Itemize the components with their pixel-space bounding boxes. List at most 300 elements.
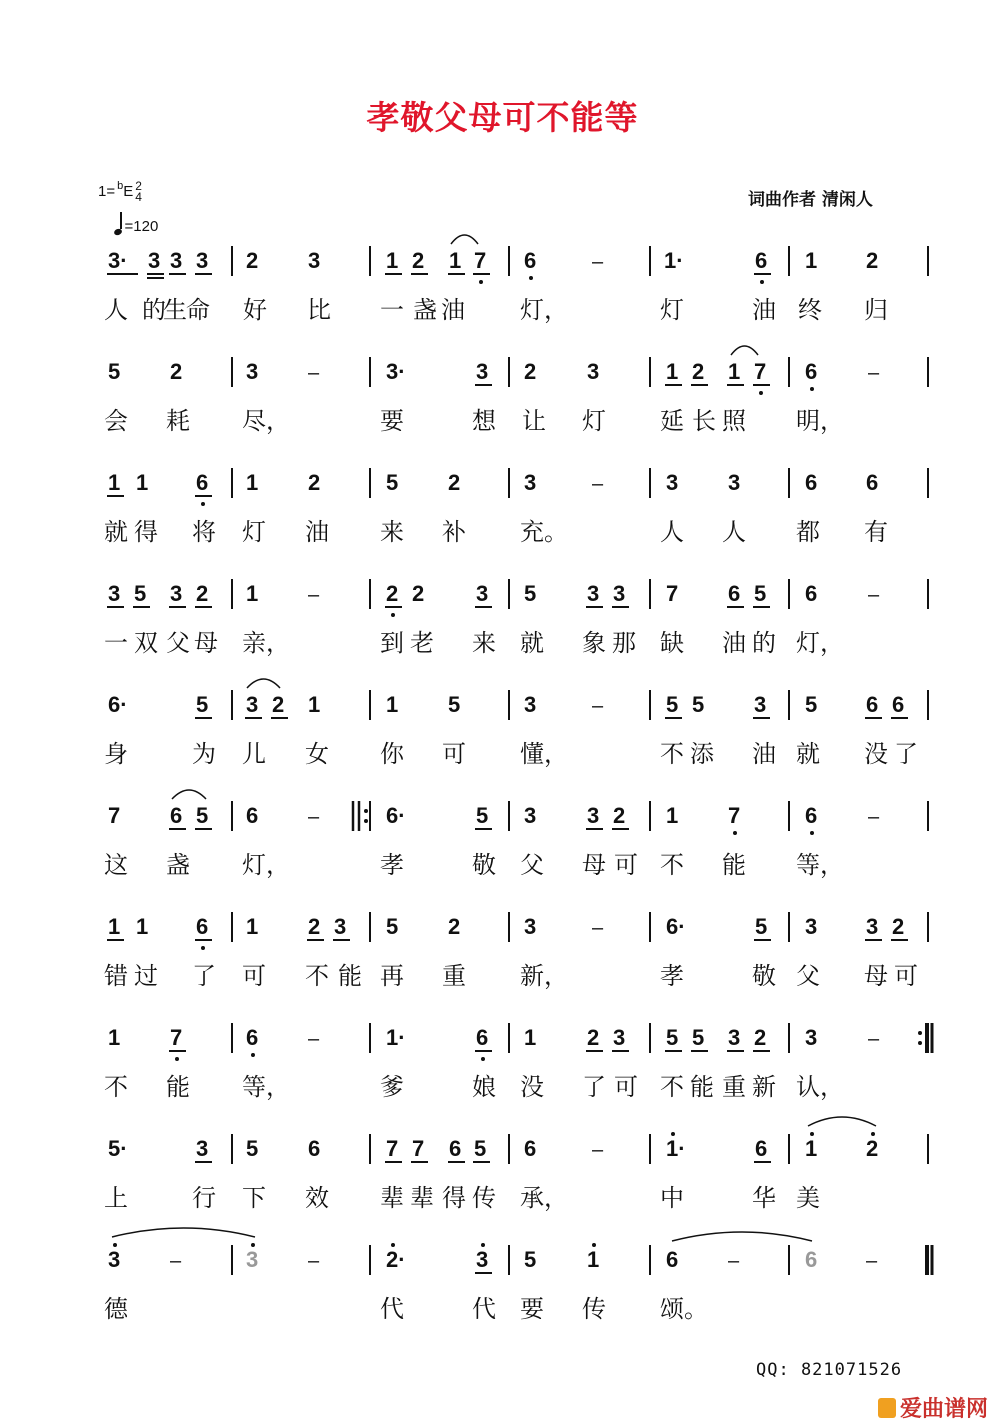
lyric-syllable: 尽， [242,407,290,435]
note-digit: 2 [692,359,705,384]
lower-octave-dot [810,831,814,835]
song-title: 孝敬父母可不能等 [366,98,639,137]
note-digit: 1 [386,248,399,273]
note-digit: 3 [476,359,489,384]
tempo-marking [114,214,158,235]
lyric-syllable: 缺 [660,629,684,657]
lyric-syllable: 没 [864,740,888,768]
lyric-syllable: 能 [722,851,746,879]
note-digit: 6 [196,470,209,495]
tie-arc [672,1232,812,1241]
note-digit: 5 [666,692,679,717]
lyric-syllable: 的 [142,296,166,324]
lyric-syllable: 象 [582,629,606,657]
lyric-syllable: 母 [582,851,606,879]
lyric-syllable: 到 [380,629,404,657]
lower-octave-dot [201,502,205,506]
note-digit: 2 [866,248,879,273]
note-digit: 1 [108,1025,121,1050]
repeat-dot [364,809,368,813]
note-digit: 1 [449,248,462,273]
lyric-syllable: 娘 [472,1073,496,1101]
lyric-syllable: 终 [798,296,822,324]
music-logo-icon [878,1398,896,1418]
lyric-syllable: 双 [134,629,158,657]
note-digit: 3 [524,803,537,828]
note-digit: 6 [170,803,183,828]
note-digit: 2 [587,1025,600,1050]
lyric-syllable: 有 [864,518,888,546]
note-digit: – [866,1250,878,1272]
note-digit: 5 [196,803,209,828]
note-digit: – [592,917,604,939]
flat-sign: b [117,180,124,192]
lyric-syllable: 老 [410,629,434,657]
note-digit: 6 [246,1025,259,1050]
note-digit: 6 [728,581,741,606]
lyric-syllable: 就 [796,740,820,768]
lower-octave-dot [481,1057,485,1061]
time-top: 2 [135,179,142,194]
note-digit: – [868,584,880,606]
note-digit: 1 [108,914,121,939]
lyric-syllable: 孝 [380,851,404,879]
lyric-syllable: 能 [166,1073,190,1101]
lyric-syllable: 新， [520,962,568,990]
lyric-syllable: 不 [104,1073,128,1101]
lyric-syllable: 要 [520,1295,544,1323]
lyric-syllable: 就 [104,518,128,546]
note-digit: 5 [134,581,147,606]
note-digit: 5 [474,1136,487,1161]
note-digit: 3· [386,359,406,384]
note-digit: 6 [755,1136,768,1161]
lyric-syllable: 下 [242,1184,266,1212]
lyric-syllable: 都 [796,518,820,546]
upper-octave-dot [251,1243,255,1247]
note-digit: 3 [524,470,537,495]
lyric-syllable: 人 [660,518,684,546]
lyric-syllable: 不 [660,1073,684,1101]
lyric-line [0,1289,1005,1323]
lyric-syllable: 油 [441,296,465,324]
lower-octave-dot [251,1053,255,1057]
lyric-syllable: 了 [582,1073,606,1101]
note-digit: 6 [524,1136,537,1161]
note-digit: 7 [728,803,741,828]
note-digit: – [308,362,320,384]
lyric-syllable: 过 [134,962,158,990]
note-digit: 5 [692,1025,705,1050]
note-digit: 1 [666,359,679,384]
author-credit: 词曲作者 清闲人 [748,190,873,210]
lyric-line [0,1178,1005,1212]
note-digit: 5 [754,581,767,606]
note-digit: 6 [805,359,818,384]
lyric-syllable: 没 [520,1073,544,1101]
lyric-syllable: 想 [472,407,496,435]
lyric-syllable: 添 [690,740,714,768]
note-digit: 3 [308,248,321,273]
lyric-syllable: 承， [520,1184,568,1212]
lyric-syllable: 来 [380,518,404,546]
lyric-syllable: 得 [442,1184,466,1212]
note-digit: – [170,1250,182,1272]
lyric-syllable: 敬 [752,962,776,990]
note-digit: 3· [108,248,128,273]
note-digit: 2 [448,914,461,939]
lyric-syllable: 就 [520,629,544,657]
lower-octave-dot [760,280,764,284]
lyric-line [0,401,1005,435]
lower-octave-dot [810,387,814,391]
lyric-syllable: 爹 [380,1073,404,1101]
note-digit: 2 [196,581,209,606]
lyric-line [0,512,1005,546]
note-digit: 6 [805,581,818,606]
lyric-syllable: 父 [796,962,820,990]
lyric-syllable: 了 [894,740,918,768]
note-digit: 1 [136,914,149,939]
lyric-syllable: 亲， [242,629,290,657]
quarter-note-icon [113,228,123,236]
note-digit: – [868,806,880,828]
lyric-line [0,845,1005,879]
note-digit: 6 [246,803,259,828]
note-digit: 1 [246,581,259,606]
note-digit: 5 [448,692,461,717]
lyric-syllable: 一 [104,629,128,657]
note-digit: 3 [170,581,183,606]
tie-arc [172,790,206,799]
note-digit: 2 [613,803,626,828]
lyric-syllable: 错 [104,962,128,990]
lyric-syllable: 父 [520,851,544,879]
lyric-syllable: 行 [192,1184,216,1212]
lyric-syllable: 盏 [166,851,190,879]
note-digit: 6 [805,470,818,495]
note-digit: – [868,1028,880,1050]
lyric-line [0,290,1005,324]
note-digit: 1 [246,470,259,495]
note-digit: 1 [246,914,259,939]
tie-arc [247,679,280,688]
lyric-syllable: 为 [192,740,216,768]
note-digit: 5 [196,692,209,717]
lyric-syllable: 会 [104,407,128,435]
watermark-text: 爱曲谱网 [900,1397,989,1422]
lyric-syllable: 等， [796,851,844,879]
lyric-syllable: 华 [752,1184,776,1212]
note-digit: 3 [170,248,183,273]
key-prefix: 1= [98,183,116,200]
note-digit: 5 [805,692,818,717]
note-digit: 3 [246,692,259,717]
lyric-syllable: 明， [796,407,844,435]
lyric-syllable: 孝 [660,962,684,990]
time-signature [135,181,142,203]
note-digit: 6 [308,1136,321,1161]
lyric-syllable: 母 [864,962,888,990]
note-digit: 2 [412,581,425,606]
lyric-syllable: 懂， [520,740,568,768]
lyric-syllable: 美 [796,1184,820,1212]
note-digit: 1 [805,1136,818,1161]
lyric-syllable: 认， [796,1073,844,1101]
note-digit: 2· [386,1247,406,1272]
lyric-syllable: 可 [442,740,466,768]
lyric-syllable: 可 [614,1073,638,1101]
lyric-syllable: 女 [305,740,329,768]
note-digit: 3 [524,914,537,939]
note-digit: 5 [755,914,768,939]
note-digit: – [308,806,320,828]
note-digit: 1 [524,1025,537,1050]
lyric-syllable: 油 [722,629,746,657]
note-digit: 2 [246,248,259,273]
note-digit: 6 [196,914,209,939]
lyric-syllable: 新 [752,1073,776,1101]
upper-octave-dot [871,1132,875,1136]
repeat-dot [918,1031,922,1035]
note-digit: 2 [866,1136,879,1161]
lyric-syllable: 可 [894,962,918,990]
note-digit: 5 [524,1247,537,1272]
note-digit: 6 [805,803,818,828]
tie-arc [731,346,758,355]
lyric-syllable: 能 [338,962,362,990]
tie-arc [451,235,478,244]
lyric-syllable: 得 [134,518,158,546]
lyric-syllable: 辈 [380,1184,404,1212]
note-digit: 6 [892,692,905,717]
lyric-syllable: 归 [864,296,888,324]
note-digit: 7 [754,359,767,384]
lyric-syllable: 能 [690,1073,714,1101]
note-digit: 3 [805,1025,818,1050]
key-signature [98,180,142,203]
note-digit: 2 [170,359,183,384]
lyric-syllable: 盏 [413,296,437,324]
note-digit: 5 [666,1025,679,1050]
lyric-syllable: 重 [442,962,466,990]
lyric-syllable: 这 [104,851,128,879]
note-digit: 5 [246,1136,259,1161]
lyric-syllable: 的 [752,629,776,657]
note-digit: – [308,1028,320,1050]
lower-octave-dot [529,276,533,280]
lyric-syllable: 身 [104,740,128,768]
note-digit: 1 [108,470,121,495]
lyric-syllable: 油 [752,296,776,324]
lyric-syllable: 灯， [520,296,568,324]
note-digit: – [592,251,604,273]
tie-arc [808,1117,876,1126]
lyric-syllable: 让 [522,407,546,435]
lyric-syllable: 补 [442,518,466,546]
upper-octave-dot [592,1243,596,1247]
lyric-syllable: 要 [380,407,404,435]
lyric-syllable: 耗 [166,407,190,435]
lyric-syllable: 油 [752,740,776,768]
lower-octave-dot [201,946,205,950]
upper-octave-dot [481,1243,485,1247]
site-watermark [878,1392,988,1423]
lyric-syllable: 德 [104,1295,128,1323]
note-digit: 3 [754,692,767,717]
note-digit: 2 [448,470,461,495]
note-digit: 1 [805,248,818,273]
lyric-syllable: 不 [660,740,684,768]
lyric-syllable: 了 [192,962,216,990]
note-digit: 7 [666,581,679,606]
lyric-syllable: 照 [722,407,746,435]
note-digit: 1· [664,248,684,273]
time-bottom: 4 [135,190,142,205]
note-digit: 3 [613,1025,626,1050]
lyric-syllable: 敬 [472,851,496,879]
lyric-syllable: 将 [192,518,216,546]
lyric-syllable: 比 [307,296,331,324]
lyric-syllable: 来 [472,629,496,657]
note-digit: 6 [755,248,768,273]
lyric-syllable: 母 [194,629,218,657]
note-digit: 1 [666,803,679,828]
lyric-syllable: 油 [305,518,329,546]
note-digit: – [308,584,320,606]
lyric-syllable: 再 [380,962,404,990]
note-digit: 6· [386,803,406,828]
lower-octave-dot [391,613,395,617]
note-digit: 5 [524,581,537,606]
note-digit: 6 [805,1247,818,1272]
lyric-syllable: 上 [104,1184,128,1212]
lyric-syllable: 充。 [520,518,568,546]
note-digit: 3 [805,914,818,939]
note-digit: 1 [136,470,149,495]
note-digit: 2 [308,470,321,495]
note-digit: 6 [866,692,879,717]
note-digit: 5· [108,1136,128,1161]
note-digit: 3 [196,248,209,273]
note-digit: – [868,362,880,384]
note-digit: 7 [108,803,121,828]
note-digit: 2 [272,692,285,717]
note-digit: 3 [866,914,879,939]
note-digit: – [728,1250,740,1272]
upper-octave-dot [113,1243,117,1247]
note-digit: 1 [728,359,741,384]
note-digit: 6 [524,248,537,273]
note-digit: 6 [666,1247,679,1272]
lyric-line [0,1067,1005,1101]
lower-octave-dot [175,1057,179,1061]
note-digit: 3 [476,1247,489,1272]
note-digit: 1 [386,692,399,717]
lyric-syllable: 好 [243,296,267,324]
upper-octave-dot [671,1132,675,1136]
lyric-syllable: 延 [660,407,684,435]
note-digit: 3 [728,1025,741,1050]
note-digit: 2 [524,359,537,384]
note-digit: 3 [476,581,489,606]
note-digit: 3 [728,470,741,495]
note-digit: 5 [386,470,399,495]
repeat-dot [918,1041,922,1045]
lyric-syllable: 那 [612,629,636,657]
tempo-value: =120 [124,218,159,235]
note-digit: 2 [412,248,425,273]
lyric-syllable: 不 [305,962,329,990]
lower-octave-dot [759,391,763,395]
lyric-line [0,734,1005,768]
lyric-line [0,623,1005,657]
note-digit: 3 [613,581,626,606]
note-digit: 3 [246,359,259,384]
lyric-syllable: 效 [305,1184,329,1212]
lyric-syllable: 灯， [796,629,844,657]
note-digit: 3 [148,248,161,273]
lower-octave-dot [479,280,483,284]
lyric-syllable: 等， [242,1073,290,1101]
note-digit: 7 [412,1136,425,1161]
note-digit: 6· [108,692,128,717]
lyric-syllable: 生 [163,296,187,324]
lyric-syllable: 可 [614,851,638,879]
lyric-syllable: 灯， [242,851,290,879]
lyric-syllable: 辈 [410,1184,434,1212]
note-digit: 6· [666,914,686,939]
lyric-syllable: 儿 [242,740,266,768]
lyric-syllable: 重 [722,1073,746,1101]
upper-octave-dot [391,1243,395,1247]
lyric-syllable: 代 [380,1295,404,1323]
tie-arc [112,1228,255,1237]
note-digit: 5 [108,359,121,384]
note-digit: 3 [108,581,121,606]
note-digit: 5 [692,692,705,717]
note-digit: 5 [386,914,399,939]
note-digit: 7 [170,1025,183,1050]
note-digit: 7 [474,248,487,273]
note-digit: 3 [666,470,679,495]
note-digit: 1 [587,1247,600,1272]
note-digit: – [592,695,604,717]
lyric-syllable: 命 [186,296,210,324]
lyric-syllable: 你 [380,740,404,768]
note-digit: 2 [386,581,399,606]
lyric-syllable: 一 [380,296,404,324]
lyric-syllable: 灯 [660,296,684,324]
note-digit: 3 [246,1247,259,1272]
key-note: E [123,183,134,200]
note-digit: 5 [476,803,489,828]
lyric-line [0,956,1005,990]
lyric-syllable: 人 [104,296,128,324]
lyric-syllable: 灯 [582,407,606,435]
note-digit: 1· [386,1025,406,1050]
note-digit: – [592,473,604,495]
note-digit: 1· [666,1136,686,1161]
lyric-syllable: 人 [722,518,746,546]
lyric-syllable: 长 [692,407,716,435]
lyric-syllable: 父 [166,629,190,657]
note-digit: 3 [108,1247,121,1272]
note-digit: 3 [524,692,537,717]
lower-octave-dot [733,831,737,835]
note-digit: – [308,1250,320,1272]
lyric-syllable: 传 [472,1184,496,1212]
